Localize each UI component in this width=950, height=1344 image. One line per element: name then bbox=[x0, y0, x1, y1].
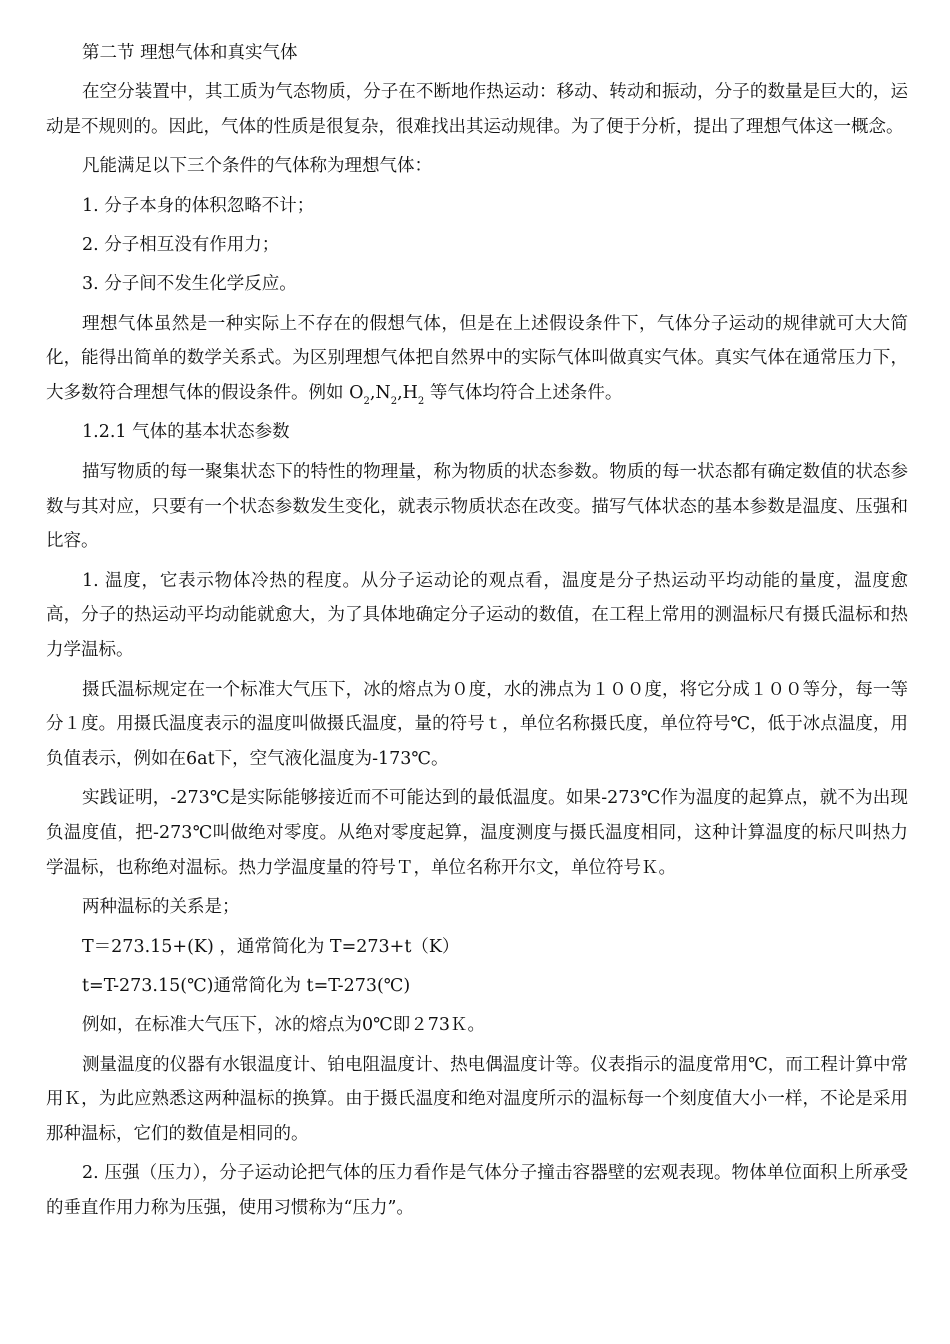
gas-formula-n2: $N_2$ bbox=[375, 383, 398, 408]
subsection-title: 1.2.1 气体的基本状态参数 bbox=[82, 422, 290, 443]
gas-separator: , bbox=[397, 383, 403, 404]
pressure-paragraph: 2. 压强（压力），分子运动论把气体的压力看作是气体分子撞击容器壁的宏观表现。物体单位面积上所承受的垂直作用力称为压强，使用习惯称为“压力”。 bbox=[46, 1163, 908, 1219]
kelvin-paragraph: 实践证明，-273℃是实际能够接近而不可能达到的最低温度。如果-273℃作为温度的起算点，就不为出现负温度值，把-273℃叫做绝对零度。从绝对零度起算，温度测度与摄氏温度相同，这种计算温度的标尺叫热力学温标，也称绝对温标。热力学温度量的符号Ｔ，单位名称开尔文，单位符号Ｋ。 bbox=[46, 788, 908, 879]
gas-separator: , bbox=[369, 383, 376, 404]
real-gas-text-end: 等气体均符合上述条件。 bbox=[429, 383, 623, 404]
celsius-paragraph: 摄氏温标规定在一个标准大气压下，冰的熔点为０度，水的沸点为１００度，将它分成１００等分，每一等分１度。用摄氏温度表示的温度叫做摄氏温度，量的符号ｔ，单位名称摄氏度，单位符号℃，低于冰点温度，用负值表示，例如在6at下，空气液化温度为-173℃。 bbox=[46, 679, 908, 770]
relation-lead: 两种温标的关系是； bbox=[82, 897, 240, 918]
condition-item: 1. 分子本身的体积忽略不计； bbox=[82, 195, 315, 216]
section-title: 第二节 理想气体和真实气体 bbox=[82, 43, 298, 63]
formula-kelvin: T＝273.15+(K) ，通常简化为 T=273+t（K） bbox=[82, 936, 460, 957]
document-page bbox=[46, 36, 908, 1231]
gas-formula-o2: $O_2$ bbox=[349, 383, 370, 408]
instruments-paragraph: 测量温度的仪器有水银温度计、铂电阻温度计、热电偶温度计等。仪表指示的温度常用℃，而工程计算中常用Ｋ，为此应熟悉这两种温标的换算。由于摄氏温度和绝对温度所示的温标每一个刻度值大小一样，不论是采用那种温标，它们的数值是相同的。 bbox=[46, 1054, 908, 1145]
formula-celsius: t=T-273.15(℃)通常简化为 t=T-273(℃) bbox=[82, 975, 411, 996]
condition-item: 2. 分子相互没有作用力； bbox=[82, 234, 280, 255]
example-line: 例如，在标准大气压下，冰的熔点为0℃即２73Ｋ。 bbox=[82, 1015, 485, 1036]
real-gas-text: 理想气体虽然是一种实际上不存在的假想气体，但是在上述假设条件下，气体分子运动的规律就可大大简化，能得出简单的数学关系式。为区别理想气体把自然界中的实际气体叫做真实气体。真实气体在通常压力下，大多数符合理想气体的假设条件。例如 bbox=[46, 313, 908, 404]
state-params-paragraph: 描写物质的每一聚集状态下的特性的物理量，称为物质的状态参数。物质的每一状态都有确定数值的状态参数与其对应，只要有一个状态参数发生变化，就表示物质状态在改变。描写气体状态的基本参数是温度、压强和比容。 bbox=[46, 461, 908, 552]
gas-formula-h2: $H_2$ bbox=[402, 383, 425, 408]
condition-item: 3. 分子间不发生化学反应。 bbox=[82, 274, 297, 295]
real-gas-paragraph bbox=[46, 307, 908, 411]
conditions-lead: 凡能满足以下三个条件的气体称为理想气体： bbox=[82, 156, 432, 177]
temperature-paragraph: 1. 温度，它表示物体冷热的程度。从分子运动论的观点看，温度是分子热运动平均动能的量度，温度愈高，分子的热运动平均动能就愈大，为了具体地确定分子运动的数值，在工程上常用的测温标尺有摄氏温标和热力学温标。 bbox=[46, 570, 908, 661]
intro-paragraph: 在空分装置中，其工质为气态物质，分子在不断地作热运动：移动、转动和振动，分子的数量是巨大的，运动是不规则的。因此，气体的性质是很复杂，很难找出其运动规律。为了便于分析，提出了理想气体这一概念。 bbox=[46, 82, 908, 138]
